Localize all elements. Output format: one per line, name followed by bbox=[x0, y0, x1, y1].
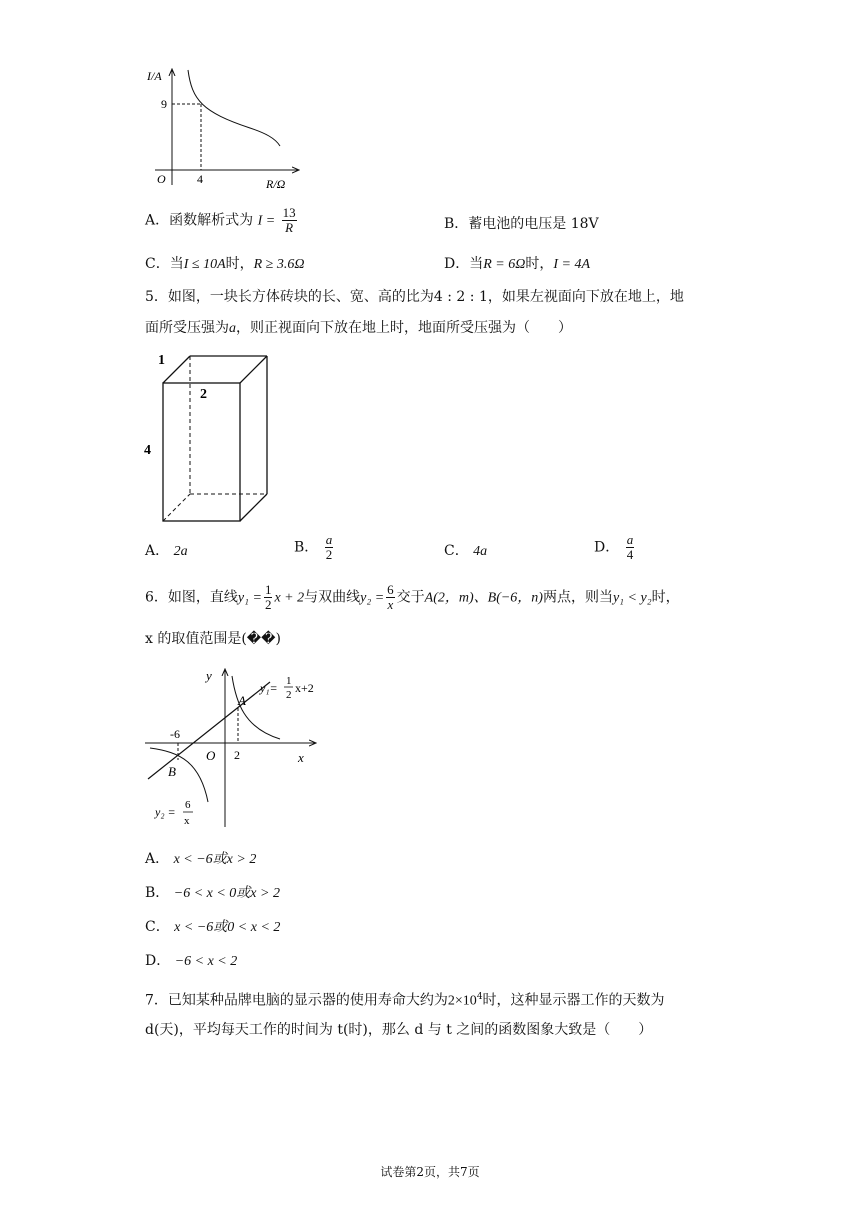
q5-stem-line2: 面所受压强为a，则正视面向下放在地上时，地面所受压强为（ ） bbox=[145, 320, 572, 336]
q6-y-axis-label: y bbox=[206, 668, 212, 683]
q6-curve-label-lhs: y₂ = bbox=[155, 805, 176, 819]
q5-front-face bbox=[163, 383, 240, 521]
q6-line-label-lhs: y₁= bbox=[260, 681, 278, 695]
q4-x-tick: 4 bbox=[197, 172, 203, 186]
q4-option-a[interactable]: A．函数解析式为 I = $\frac{13}{R}$ bbox=[145, 205, 296, 235]
q6-x-axis-label: x bbox=[298, 750, 304, 765]
q5-option-c[interactable]: C． 4a bbox=[444, 543, 488, 559]
q6-curve-label-den: x bbox=[184, 815, 190, 827]
q7-stem-line2: d(天)，平均每天工作的时间为 t(时)，那么 d 与 t 之间的函数图象大致是（ ） bbox=[145, 1022, 653, 1038]
q5-d-fraction: $\frac{a}{4}$ bbox=[626, 532, 634, 562]
q6-tick-pos: 2 bbox=[234, 748, 240, 762]
q6-option-a[interactable]: A． x < −6或x > 2 bbox=[145, 851, 257, 867]
q4-y-axis-label: I/A bbox=[147, 69, 162, 83]
q6-curve-label-num: 6 bbox=[185, 799, 191, 811]
q6-graph bbox=[140, 662, 330, 832]
q5-option-b[interactable]: B． $\frac{a}{2}$ bbox=[294, 532, 333, 562]
q4-graph bbox=[140, 60, 310, 195]
q4-option-c[interactable]: C．当I ≤ 10A时，R ≥ 3.6Ω bbox=[145, 256, 305, 272]
q6-line-label-rest: x+2 bbox=[295, 681, 314, 695]
q6-point-a-label: A bbox=[238, 693, 246, 708]
q4-origin-label: O bbox=[157, 172, 166, 186]
q4-y-tick: 9 bbox=[161, 97, 167, 111]
q5-label-2: 2 bbox=[200, 387, 207, 402]
q4-x-axis-label: R/Ω bbox=[266, 177, 286, 191]
q5-label-1: 1 bbox=[158, 353, 165, 368]
q6-origin-label: O bbox=[206, 748, 216, 763]
q4-a-fraction: $\frac{13}{R}$ bbox=[282, 205, 296, 235]
q6-hyperbola-left bbox=[150, 748, 208, 802]
q6-line-y1 bbox=[148, 682, 270, 779]
page-footer: 试卷第2页，共7页 bbox=[380, 1165, 480, 1179]
q4-curve bbox=[188, 70, 280, 146]
q6-stem-line2: x 的取值范围是(��) bbox=[145, 631, 281, 647]
q6-stem-line1: 6．如图，直线y₁ = $\frac{1}{2}$ x + 2与双曲线y₂ = $\frac{6}{x}$ 交于A(2，m)、B(−6，n)两点，则当y₁ < y₂时， bbox=[145, 582, 680, 612]
q7-stem-line1: 7．已知某种品牌电脑的显示器的使用寿命大约为$2\times 10^4$时，这种显示器工作的天数为 bbox=[145, 992, 665, 1009]
q5-option-d[interactable]: D． $\frac{a}{4}$ bbox=[594, 532, 634, 562]
q5-option-a[interactable]: A． 2a bbox=[145, 543, 188, 559]
q5-b-fraction: $\frac{a}{2}$ bbox=[325, 532, 333, 562]
q4-option-b[interactable]: B．蓄电池的电压是 18V bbox=[444, 216, 599, 232]
q6-option-d[interactable]: D． −6 < x < 2 bbox=[145, 953, 238, 969]
q5-label-4: 4 bbox=[144, 443, 151, 458]
q5-brick-figure bbox=[140, 348, 280, 528]
q5-stem-line1: 5．如图，一块长方体砖块的长、宽、高的比为4 : 2 : 1，如果左视面向下放在地上，地 bbox=[145, 289, 684, 305]
q6-line-label-den: 2 bbox=[286, 689, 292, 701]
q4-option-d[interactable]: D．当R = 6Ω时，I = 4A bbox=[444, 256, 591, 272]
q6-point-b-label: B bbox=[168, 764, 176, 779]
q6-tick-neg: -6 bbox=[170, 727, 180, 741]
q6-option-c[interactable]: C． x < −6或0 < x < 2 bbox=[145, 919, 281, 935]
q6-option-b[interactable]: B． −6 < x < 0或x > 2 bbox=[145, 885, 280, 901]
q6-line-label-num: 1 bbox=[286, 675, 292, 687]
